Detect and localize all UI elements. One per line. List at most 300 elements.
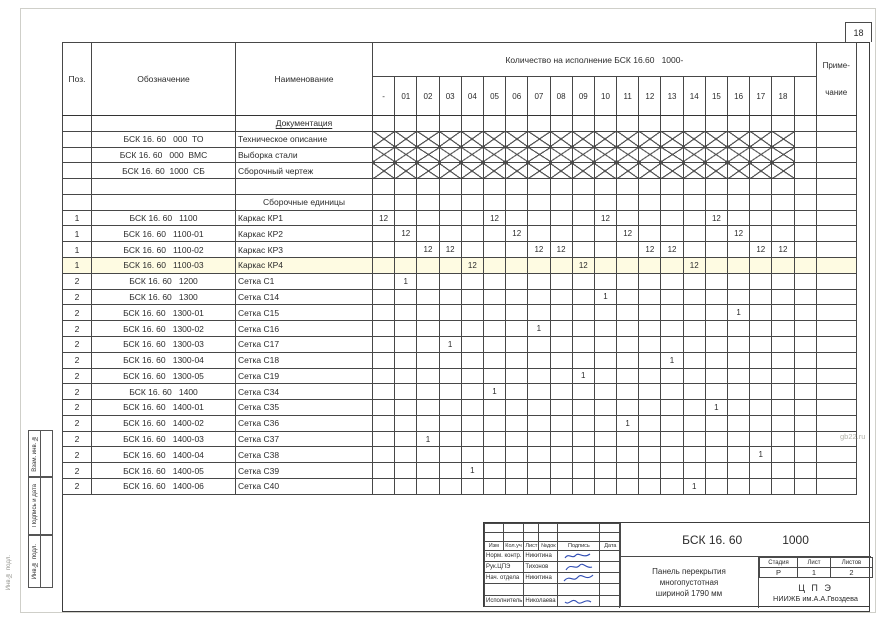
qty-cell xyxy=(395,242,417,258)
qty-cell xyxy=(794,336,816,352)
qty-cell xyxy=(417,210,439,226)
qty-cell xyxy=(639,431,661,447)
qty-cell xyxy=(705,463,727,479)
qty-cell xyxy=(705,194,727,210)
note-cell xyxy=(816,400,856,416)
note-cell xyxy=(816,368,856,384)
qty-cell xyxy=(572,352,594,368)
qty-cell xyxy=(594,226,616,242)
qty-cell xyxy=(506,116,528,132)
qty-cell xyxy=(506,289,528,305)
qty-cell xyxy=(728,242,750,258)
qty-cell xyxy=(794,305,816,321)
qty-cell xyxy=(550,163,572,179)
qty-cell xyxy=(528,179,550,195)
designation-cell: БСК 16. 60 1300 xyxy=(92,289,236,305)
table-row xyxy=(63,478,857,494)
qty-cell xyxy=(483,463,505,479)
qty-cell xyxy=(617,163,639,179)
title-block xyxy=(483,522,870,607)
qty-cell xyxy=(417,226,439,242)
note-cell xyxy=(816,352,856,368)
qty-cell xyxy=(439,194,461,210)
qty-cell xyxy=(794,194,816,210)
qty-cell xyxy=(461,242,483,258)
qty-cell xyxy=(461,194,483,210)
qty-cell xyxy=(705,147,727,163)
name-cell: Сетка С37 xyxy=(236,431,373,447)
qty-cell xyxy=(750,478,772,494)
qty-cell xyxy=(528,415,550,431)
pos-cell: 2 xyxy=(63,321,92,337)
qty-cell xyxy=(572,415,594,431)
qty-cell xyxy=(705,321,727,337)
qty-cell xyxy=(617,447,639,463)
qty-cell xyxy=(617,131,639,147)
qty-cell xyxy=(373,400,395,416)
designation-cell: БСК 16. 60 1400-01 xyxy=(92,400,236,416)
qty-cell xyxy=(639,226,661,242)
table-row xyxy=(63,147,857,163)
qty-cell xyxy=(572,242,594,258)
specification-table xyxy=(62,42,857,495)
qty-cell xyxy=(639,321,661,337)
qty-cell xyxy=(550,463,572,479)
qty-cell xyxy=(528,368,550,384)
pos-cell: 2 xyxy=(63,289,92,305)
qty-cell xyxy=(528,273,550,289)
qty-cell xyxy=(373,116,395,132)
qty-cell xyxy=(794,116,816,132)
qty-cell xyxy=(728,384,750,400)
qty-cell xyxy=(572,194,594,210)
qty-cell xyxy=(772,163,794,179)
qty-cell xyxy=(506,336,528,352)
qty-col-header: 17 xyxy=(750,77,772,116)
qty-cell xyxy=(705,447,727,463)
qty-cell xyxy=(683,147,705,163)
qty-cell: 12 xyxy=(550,242,572,258)
designation-cell xyxy=(92,194,236,210)
margin-note: Инв.№ подл. xyxy=(6,554,12,591)
note-cell xyxy=(816,226,856,242)
qty-cell: 1 xyxy=(728,305,750,321)
tb-header-ndok: №док xyxy=(539,542,558,551)
qty-cell: 12 xyxy=(683,258,705,274)
pos-cell: 2 xyxy=(63,273,92,289)
designation-cell xyxy=(92,179,236,195)
qty-cell xyxy=(506,305,528,321)
qty-cell xyxy=(439,305,461,321)
qty-cell xyxy=(594,463,616,479)
table-row xyxy=(63,368,857,384)
signature xyxy=(558,551,600,562)
qty-cell xyxy=(772,194,794,210)
qty-cell xyxy=(639,131,661,147)
qty-cell xyxy=(594,431,616,447)
qty-cell xyxy=(528,336,550,352)
sheet-value: 1 xyxy=(798,568,831,578)
table-row xyxy=(63,258,857,274)
qty-cell xyxy=(461,478,483,494)
qty-cell xyxy=(550,368,572,384)
qty-cell xyxy=(417,305,439,321)
qty-cell xyxy=(439,210,461,226)
qty-col-header: 15 xyxy=(705,77,727,116)
qty-cell xyxy=(661,431,683,447)
qty-cell xyxy=(683,273,705,289)
qty-cell xyxy=(528,163,550,179)
note-cell xyxy=(816,415,856,431)
qty-cell xyxy=(617,179,639,195)
qty-cell xyxy=(794,179,816,195)
qty-cell xyxy=(439,447,461,463)
qty-cell xyxy=(794,321,816,337)
qty-cell xyxy=(461,163,483,179)
qty-cell xyxy=(483,336,505,352)
table-row xyxy=(63,210,857,226)
qty-cell xyxy=(639,352,661,368)
qty-cell xyxy=(617,478,639,494)
qty-cell xyxy=(373,131,395,147)
qty-cell xyxy=(594,368,616,384)
qty-cell xyxy=(683,415,705,431)
qty-cell xyxy=(683,368,705,384)
qty-cell xyxy=(750,415,772,431)
qty-cell xyxy=(439,179,461,195)
stage-section xyxy=(758,557,871,608)
qty-cell xyxy=(728,447,750,463)
qty-cell: 12 xyxy=(750,242,772,258)
qty-cell xyxy=(483,305,505,321)
name-cell: Сетка С15 xyxy=(236,305,373,321)
designation-cell xyxy=(92,116,236,132)
qty-cell: 1 xyxy=(572,368,594,384)
qty-cell xyxy=(728,289,750,305)
designation-cell: БСК 16. 60 1300-02 xyxy=(92,321,236,337)
tb-role xyxy=(485,584,524,596)
qty-cell xyxy=(373,447,395,463)
note-cell xyxy=(816,321,856,337)
qty-cell xyxy=(395,131,417,147)
qty-cell xyxy=(728,179,750,195)
qty-cell xyxy=(528,431,550,447)
qty-cell: 1 xyxy=(395,273,417,289)
qty-cell xyxy=(572,463,594,479)
qty-cell xyxy=(772,289,794,305)
stage-value: Р xyxy=(760,568,798,578)
qty-cell xyxy=(661,463,683,479)
qty-cell: 12 xyxy=(395,226,417,242)
qty-col-header: 14 xyxy=(683,77,705,116)
qty-cell xyxy=(395,478,417,494)
qty-cell xyxy=(750,273,772,289)
qty-cell xyxy=(417,336,439,352)
qty-cell xyxy=(750,179,772,195)
qty-cell xyxy=(528,226,550,242)
qty-cell xyxy=(728,163,750,179)
pos-cell xyxy=(63,194,92,210)
name-cell: Сетка С19 xyxy=(236,368,373,384)
qty-cell xyxy=(639,163,661,179)
qty-cell xyxy=(373,415,395,431)
qty-cell xyxy=(528,258,550,274)
qty-cell xyxy=(617,336,639,352)
qty-cell xyxy=(661,305,683,321)
qty-cell xyxy=(483,289,505,305)
qty-cell xyxy=(594,147,616,163)
name-cell: Сетка С36 xyxy=(236,415,373,431)
qty-cell xyxy=(395,431,417,447)
qty-cell xyxy=(506,210,528,226)
qty-cell xyxy=(639,415,661,431)
qty-cell xyxy=(794,289,816,305)
qty-cell xyxy=(528,194,550,210)
qty-cell xyxy=(661,210,683,226)
qty-cell xyxy=(683,400,705,416)
col-header-pos: Поз. xyxy=(63,43,92,116)
tb-header-list: Лист xyxy=(525,543,538,549)
col-header-note xyxy=(816,43,856,116)
qty-cell xyxy=(705,226,727,242)
qty-cell xyxy=(705,384,727,400)
stamp-box-inv-podl xyxy=(28,535,53,588)
qty-cell xyxy=(705,258,727,274)
qty-cell xyxy=(395,289,417,305)
table-row xyxy=(63,163,857,179)
qty-cell xyxy=(639,336,661,352)
qty-cell xyxy=(750,352,772,368)
sheets-value: 2 xyxy=(831,568,873,578)
designation-cell: БСК 16. 60 1400 xyxy=(92,384,236,400)
qty-col-header: - xyxy=(373,77,395,116)
qty-cell: 12 xyxy=(728,226,750,242)
qty-cell xyxy=(794,258,816,274)
qty-cell xyxy=(572,431,594,447)
qty-cell xyxy=(661,400,683,416)
qty-cell xyxy=(594,321,616,337)
name-cell: Сетка С35 xyxy=(236,400,373,416)
qty-cell xyxy=(483,352,505,368)
qty-cell xyxy=(483,400,505,416)
qty-cell xyxy=(483,147,505,163)
qty-cell xyxy=(417,194,439,210)
qty-cell xyxy=(417,463,439,479)
qty-cell xyxy=(395,400,417,416)
qty-cell xyxy=(373,305,395,321)
note-line2: чание xyxy=(825,88,848,97)
tb-role: Нач. отдела xyxy=(485,573,524,584)
qty-cell xyxy=(617,368,639,384)
note-cell xyxy=(816,179,856,195)
designation-cell: БСК 16. 60 1000 СБ xyxy=(92,163,236,179)
designation-cell: БСК 16. 60 1200 xyxy=(92,273,236,289)
qty-col-header: 10 xyxy=(594,77,616,116)
qty-cell xyxy=(373,258,395,274)
qty-cell xyxy=(639,400,661,416)
qty-cell xyxy=(661,163,683,179)
qty-cell xyxy=(483,478,505,494)
qty-cell xyxy=(550,194,572,210)
qty-cell xyxy=(395,147,417,163)
pos-cell: 2 xyxy=(63,352,92,368)
pos-cell: 1 xyxy=(63,242,92,258)
qty-cell xyxy=(506,431,528,447)
qty-cell xyxy=(794,131,816,147)
document-number xyxy=(619,523,871,557)
qty-cell xyxy=(617,400,639,416)
qty-cell xyxy=(750,463,772,479)
qty-col-header: 18 xyxy=(772,77,794,116)
qty-cell xyxy=(373,321,395,337)
qty-col-header: 05 xyxy=(483,77,505,116)
qty-cell xyxy=(550,478,572,494)
qty-cell xyxy=(550,289,572,305)
pos-cell xyxy=(63,179,92,195)
qty-cell: 12 xyxy=(528,242,550,258)
qty-cell xyxy=(550,352,572,368)
qty-cell xyxy=(572,226,594,242)
qty-cell xyxy=(617,242,639,258)
qty-cell xyxy=(506,258,528,274)
qty-col-header: 16 xyxy=(728,77,750,116)
qty-cell xyxy=(683,131,705,147)
qty-cell xyxy=(794,163,816,179)
qty-cell xyxy=(373,226,395,242)
qty-cell xyxy=(705,305,727,321)
note-cell xyxy=(816,131,856,147)
qty-cell xyxy=(683,305,705,321)
qty-cell xyxy=(683,384,705,400)
qty-cell xyxy=(439,478,461,494)
qty-cell xyxy=(728,258,750,274)
qty-cell xyxy=(772,179,794,195)
table-row xyxy=(63,336,857,352)
qty-cell xyxy=(417,147,439,163)
sheets-header: Листов xyxy=(831,558,873,568)
qty-cell xyxy=(506,447,528,463)
designation-cell: БСК 16. 60 1400-05 xyxy=(92,463,236,479)
qty-cell xyxy=(794,273,816,289)
qty-cell xyxy=(705,179,727,195)
col-header-quantity-group: Количество на исполнение БСК 16.60 1000- xyxy=(373,43,817,77)
tb-name: Никитина xyxy=(524,573,558,584)
qty-cell xyxy=(550,258,572,274)
qty-cell xyxy=(705,431,727,447)
stamp-box-label: Инв.№ подл. xyxy=(29,536,41,587)
qty-cell xyxy=(683,226,705,242)
qty-cell xyxy=(550,305,572,321)
watermark: gb22.ru xyxy=(840,432,866,441)
qty-cell xyxy=(683,431,705,447)
tb-role: Норм. контр. xyxy=(485,551,524,562)
qty-cell xyxy=(506,352,528,368)
qty-cell xyxy=(461,147,483,163)
pos-cell xyxy=(63,116,92,132)
signature xyxy=(558,596,600,607)
qty-cell xyxy=(750,289,772,305)
qty-cell xyxy=(550,179,572,195)
pos-cell: 2 xyxy=(63,415,92,431)
qty-cell xyxy=(683,336,705,352)
pos-cell xyxy=(63,147,92,163)
qty-cell xyxy=(728,415,750,431)
qty-cell xyxy=(506,368,528,384)
qty-col-header: 11 xyxy=(617,77,639,116)
qty-cell xyxy=(705,273,727,289)
table-row xyxy=(63,242,857,258)
qty-cell: 12 xyxy=(439,242,461,258)
qty-cell xyxy=(373,242,395,258)
qty-cell xyxy=(439,400,461,416)
qty-cell xyxy=(439,321,461,337)
qty-cell xyxy=(417,352,439,368)
qty-cell xyxy=(728,431,750,447)
qty-cell xyxy=(705,163,727,179)
qty-cell xyxy=(483,415,505,431)
qty-cell: 12 xyxy=(373,210,395,226)
qty-cell xyxy=(594,305,616,321)
name-cell: Выборка стали xyxy=(236,147,373,163)
note-cell xyxy=(816,147,856,163)
qty-cell xyxy=(661,336,683,352)
qty-col-header xyxy=(794,77,816,116)
qty-cell xyxy=(417,478,439,494)
qty-cell xyxy=(617,289,639,305)
qty-cell xyxy=(483,242,505,258)
qty-cell xyxy=(439,415,461,431)
qty-cell xyxy=(572,384,594,400)
qty-cell xyxy=(617,352,639,368)
qty-cell xyxy=(594,478,616,494)
qty-cell xyxy=(772,131,794,147)
designation-cell: БСК 16. 60 1400-06 xyxy=(92,478,236,494)
qty-cell xyxy=(395,336,417,352)
table-row xyxy=(63,352,857,368)
note-line1: Приме- xyxy=(822,61,850,70)
qty-cell xyxy=(639,368,661,384)
name-cell: Каркас КР4 xyxy=(236,258,373,274)
tb-role: Рук.ЦПЭ xyxy=(485,562,524,573)
qty-cell xyxy=(617,210,639,226)
qty-cell xyxy=(550,116,572,132)
table-row xyxy=(63,400,857,416)
qty-cell xyxy=(528,478,550,494)
col-header-name: Наименование xyxy=(236,43,373,116)
qty-cell: 12 xyxy=(572,258,594,274)
note-cell xyxy=(816,116,856,132)
qty-cell xyxy=(594,352,616,368)
qty-cell xyxy=(794,210,816,226)
qty-cell xyxy=(617,305,639,321)
qty-cell xyxy=(772,116,794,132)
qty-cell xyxy=(705,242,727,258)
qty-cell xyxy=(373,289,395,305)
qty-cell xyxy=(772,210,794,226)
qty-cell xyxy=(528,131,550,147)
qty-cell xyxy=(639,194,661,210)
qty-cell: 1 xyxy=(617,415,639,431)
qty-cell xyxy=(750,116,772,132)
qty-cell xyxy=(417,447,439,463)
qty-cell xyxy=(417,116,439,132)
name-cell: Каркас КР1 xyxy=(236,210,373,226)
qty-cell xyxy=(572,273,594,289)
qty-cell xyxy=(572,179,594,195)
name-cell: Сетка С16 xyxy=(236,321,373,337)
qty-cell xyxy=(705,368,727,384)
qty-cell xyxy=(461,415,483,431)
